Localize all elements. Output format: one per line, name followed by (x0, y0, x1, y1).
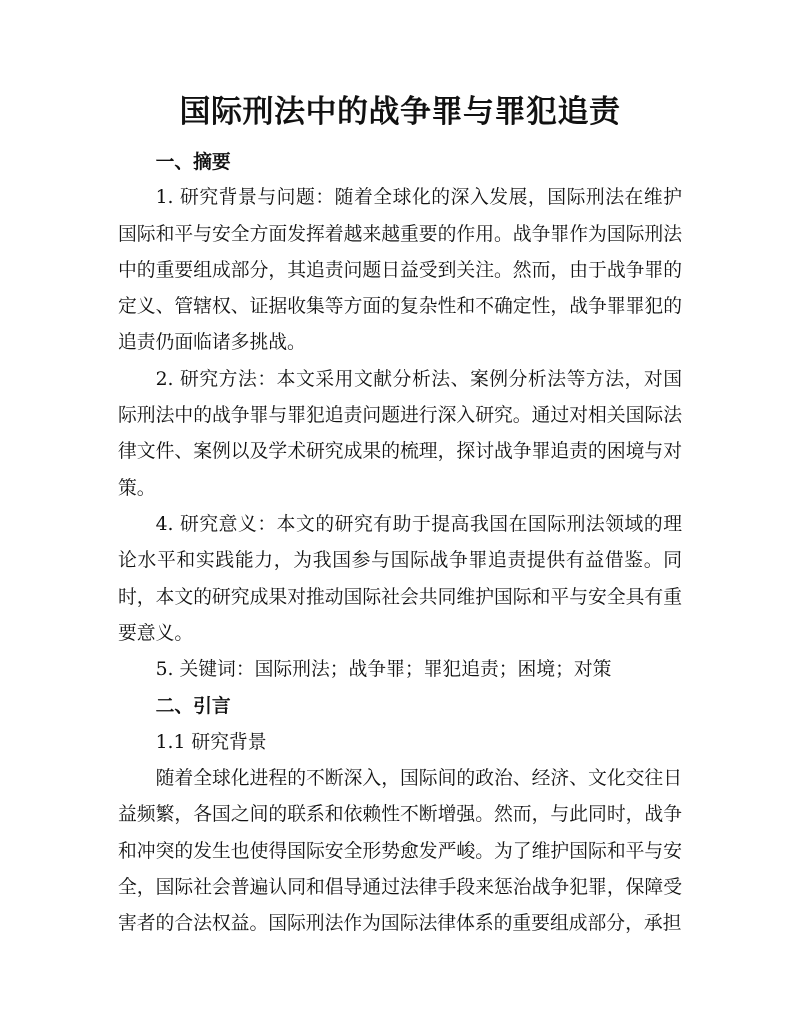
paragraph-keywords: 5. 关键词：国际刑法；战争罪；罪犯追责；困境；对策 (155, 659, 612, 681)
document-title: 国际刑法中的战争罪与罪犯追责 (179, 94, 621, 130)
introduction-heading: 二、引言 (155, 695, 231, 718)
document-body (118, 144, 682, 943)
paragraph-research-background: 1. 研究背景与问题：随着全球化的深入发展，国际刑法在维护国际和平与安全方面发挥着越来越重要的作用。战争罪作为国际刑法中的重要组成部分，其追责问题日益受到关注。然而，由于战争罪的定义、管辖权、证据收集等方面的复杂性和不确定性，战争罪罪犯的追责仍面临诸多挑战。 (118, 187, 682, 354)
paragraph-research-significance: 4. 研究意义：本文的研究有助于提高我国在国际刑法领域的理论水平和实践能力，为我国参与国际战争罪追责提供有益借鉴。同时，本文的研究成果对推动国际社会共同维护国际和平与安全具有重要意义。 (118, 513, 682, 644)
paragraph-introduction: 随着全球化进程的不断深入，国际间的政治、经济、文化交往日益频繁，各国之间的联系和依赖性不断增强。然而，与此同时，战争和冲突的发生也使得国际安全形势愈发严峻。为了维护国际和平与安全，国际社会普遍认同和倡导通过法律手段来惩治战争犯罪，保障受害者的合法权益。国际刑法作为国际法律体系的重要组成部分，承担 (118, 768, 682, 935)
abstract-heading: 一、摘要 (155, 151, 231, 173)
paragraph-research-method: 2. 研究方法：本文采用文献分析法、案例分析法等方法，对国际刑法中的战争罪与罪犯追责问题进行深入研究。通过对相关国际法律文件、案例以及学术研究成果的梳理，探讨战争罪追责的困境与对策。 (118, 368, 682, 499)
subsection-heading: 1.1 研究背景 (155, 731, 267, 753)
